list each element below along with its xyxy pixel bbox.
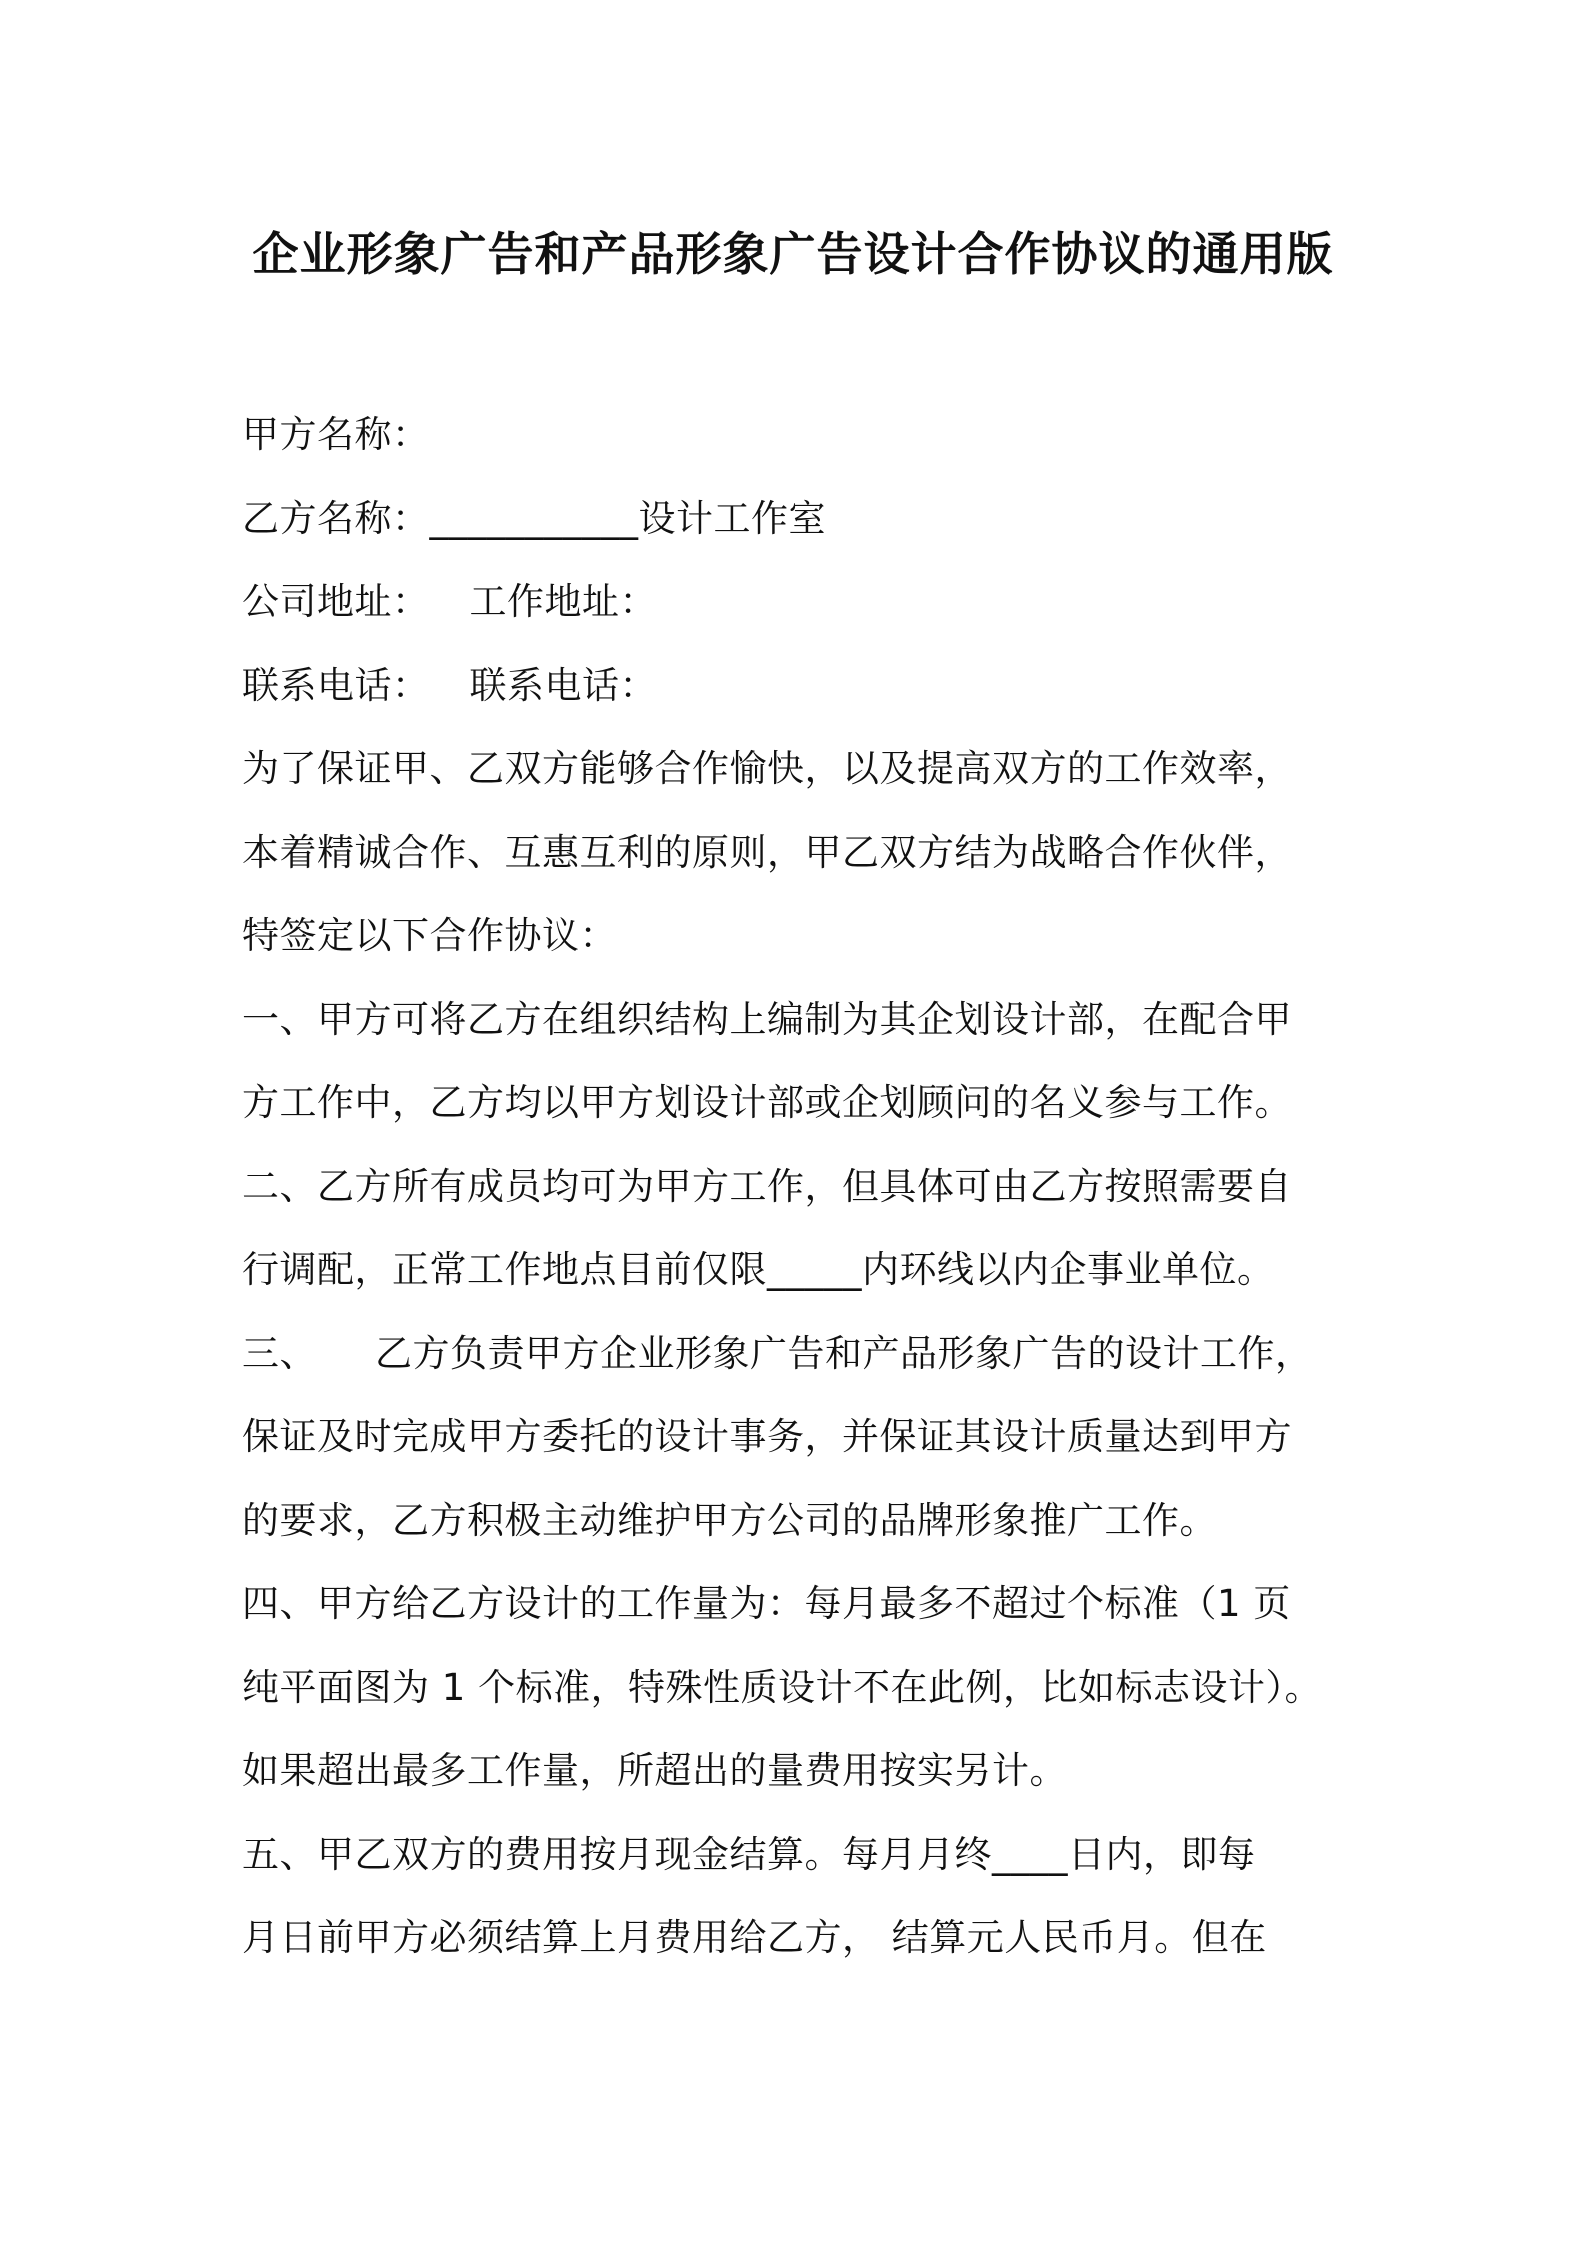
clause-4-line: 纯平面图为 1 个标准，特殊性质设计不在此例，比如标志设计）。 xyxy=(242,1665,1323,1709)
clause-2-line: 行调配，正常工作地点目前仅限_____内环线以内企事业单位。 xyxy=(242,1248,1275,1291)
clause-1-line: 一、甲方可将乙方在组织结构上编制为其企划设计部，在配合甲 xyxy=(242,997,1292,1041)
phone-line xyxy=(242,656,1362,740)
clause-2-line: 二、乙方所有成员均可为甲方工作，但具体可由乙方按照需要自 xyxy=(242,1164,1292,1208)
clause-3-line: 保证及时完成甲方委托的设计事务，并保证其设计质量达到甲方 xyxy=(242,1415,1292,1458)
clause-5-line: 五、甲乙双方的费用按月现金结算。每月月终____日内，即每 xyxy=(242,1832,1256,1876)
clause-3-number: 三、 xyxy=(242,1331,317,1375)
document-title: 企业形象广告和产品形象广告设计合作协议的通用版 xyxy=(252,227,1334,281)
intro-line: 本着精诚合作、互惠互利的原则，甲乙双方结为战略合作伙伴， xyxy=(242,830,1292,874)
intro-line: 特签定以下合作协议： xyxy=(242,914,617,957)
clause-3-line xyxy=(242,1324,1362,1408)
clause-3-text: 乙方负责甲方企业形象广告和产品形象广告的设计工作， xyxy=(375,1331,1313,1375)
company-address-label: 公司地址： xyxy=(242,580,430,623)
work-address-label: 工作地址： xyxy=(469,580,657,623)
document-body xyxy=(242,405,1362,1992)
clause-5-line: 月日前甲方必须结算上月费用给乙方， 结算元人民币月。但在 xyxy=(242,1916,1267,1959)
clause-4-line: 如果超出最多工作量，所超出的量费用按实另计。 xyxy=(242,1749,1067,1792)
address-line xyxy=(242,572,1362,656)
clause-3-line: 的要求，乙方积极主动维护甲方公司的品牌形象推广工作。 xyxy=(242,1498,1217,1542)
clause-1-line: 方工作中，乙方均以甲方划设计部或企划顾问的名义参与工作。 xyxy=(242,1081,1292,1124)
clause-4-line: 四、甲方给乙方设计的工作量为：每月最多不超过个标准（1 页 xyxy=(242,1582,1291,1625)
party-b-name-line: 乙方名称：___________设计工作室 xyxy=(242,496,826,540)
party-b-phone-label: 联系电话： xyxy=(469,663,657,707)
party-a-phone-label: 联系电话： xyxy=(242,663,430,707)
party-a-name-line: 甲方名称： xyxy=(242,413,430,456)
intro-line: 为了保证甲、乙双方能够合作愉快，以及提高双方的工作效率， xyxy=(242,747,1292,790)
